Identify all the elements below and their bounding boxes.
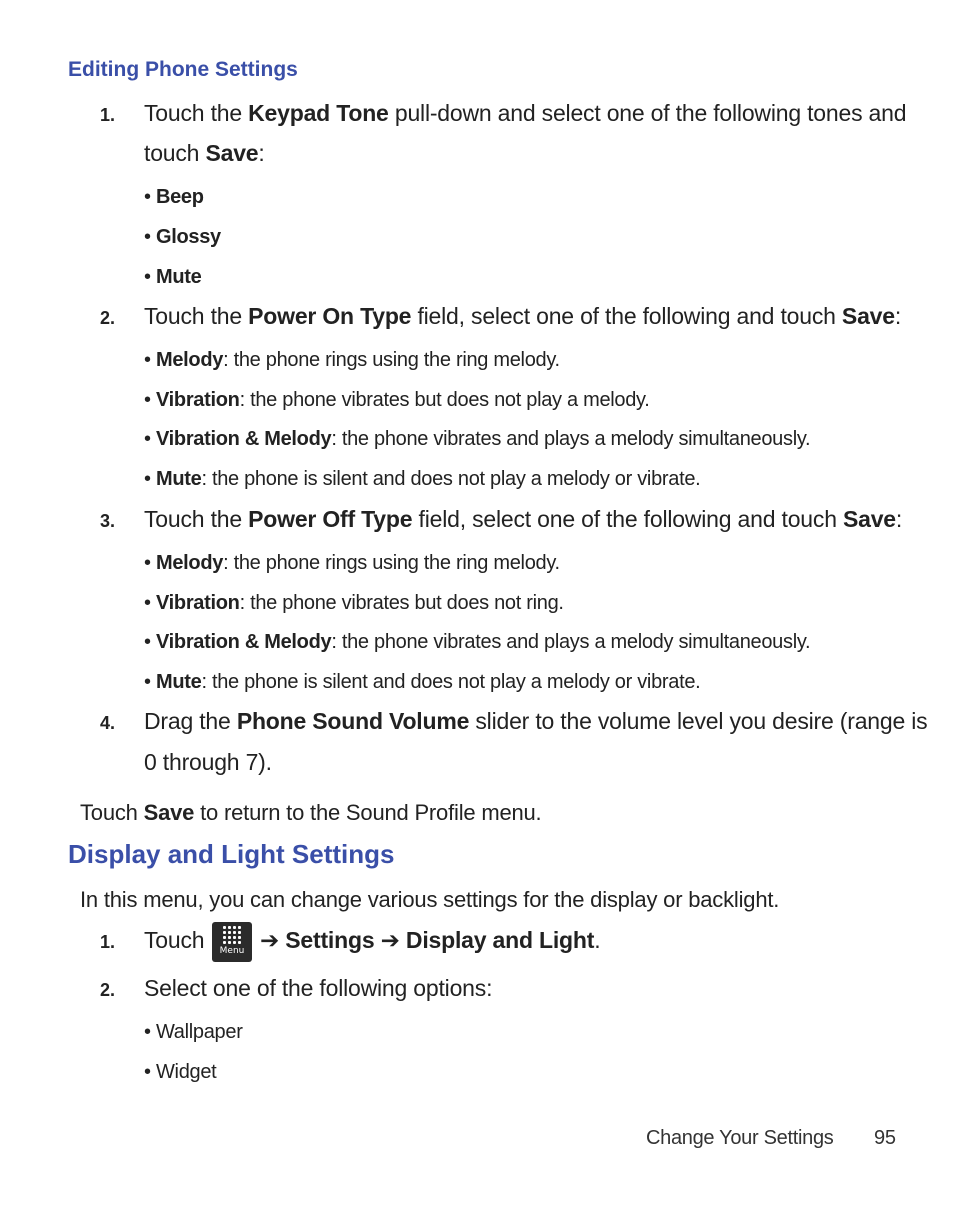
step-1-line-1: Touch the Keypad Tone pull-down and select one of the following tones and (144, 100, 907, 126)
list-item: • Melody: the phone rings using the ring melody. (144, 349, 560, 371)
step-1-touch: Touch (144, 927, 205, 953)
page-number: 95 (874, 1127, 896, 1149)
step-1-line-2: touch Save: (144, 140, 265, 166)
step-number: 2. (100, 980, 116, 1000)
grid-icon (223, 926, 241, 944)
list-item: • Mute: the phone is silent and does not play a melody or vibrate. (144, 671, 701, 693)
list-item: • Mute: the phone is silent and does not play a melody or vibrate. (144, 468, 701, 490)
list-item: • Widget (144, 1061, 217, 1083)
menu-icon-label: Menu (219, 946, 245, 956)
section-heading-display-and-light: Display and Light Settings (68, 839, 395, 869)
footer-chapter: Change Your Settings (646, 1127, 834, 1149)
step-3-text: Touch the Power Off Type field, select one of the following and touch Save: (144, 506, 903, 532)
menu-icon (212, 922, 252, 962)
step-number: 2. (100, 308, 116, 328)
list-item: • Glossy (144, 226, 221, 248)
list-item: • Mute (144, 266, 202, 288)
section-heading-editing-phone-settings: Editing Phone Settings (68, 58, 298, 81)
closing-paragraph: Touch Save to return to the Sound Profile menu. (80, 800, 542, 825)
step-2-text: Touch the Power On Type field, select one of the following and touch Save: (144, 303, 902, 329)
step-number: 1. (100, 105, 116, 125)
list-item: • Vibration: the phone vibrates but does not play a melody. (144, 389, 650, 411)
list-item: • Beep (144, 186, 204, 208)
step-2-text: Select one of the following options: (144, 975, 493, 1001)
list-item: • Melody: the phone rings using the ring melody. (144, 552, 560, 574)
intro-paragraph: In this menu, you can change various settings for the display or backlight. (80, 887, 780, 912)
step-4-line-1: Drag the Phone Sound Volume slider to the volume level you desire (range is (144, 708, 928, 734)
list-item: • Vibration & Melody: the phone vibrates and plays a melody simultaneously. (144, 631, 811, 653)
list-item: • Wallpaper (144, 1021, 243, 1043)
step-number: 4. (100, 713, 116, 733)
step-4-line-2: 0 through 7). (144, 749, 272, 775)
list-item: • Vibration & Melody: the phone vibrates and plays a melody simultaneously. (144, 428, 811, 450)
step-number: 1. (100, 932, 116, 952)
list-item: • Vibration: the phone vibrates but does not ring. (144, 592, 564, 614)
step-number: 3. (100, 511, 116, 531)
step-1-path: ➔ Settings ➔ Display and Light. (260, 927, 601, 953)
